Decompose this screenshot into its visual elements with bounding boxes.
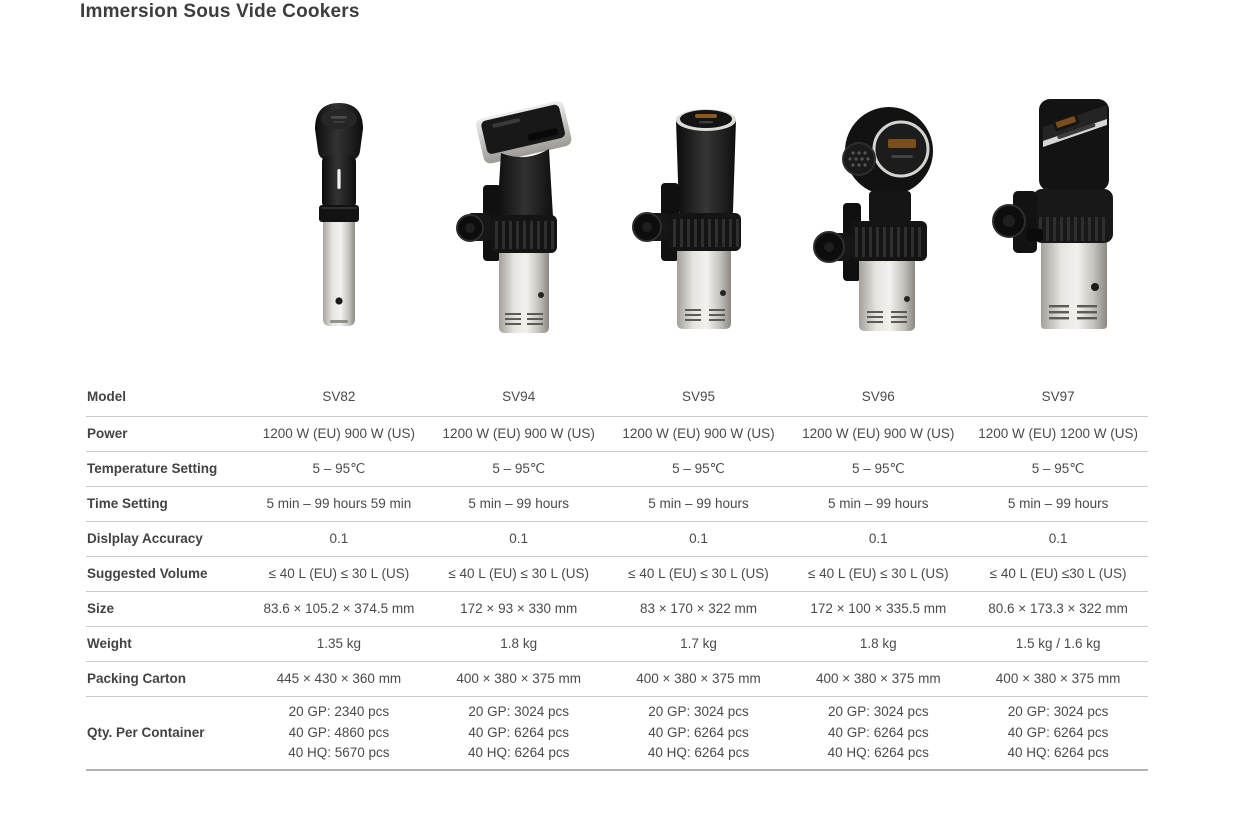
qty-line: 40 GP: 6264 pcs — [648, 724, 749, 740]
spec-value: ≤ 40 L (EU) ≤ 30 L (US) — [628, 565, 769, 581]
product-image-sv95 — [609, 85, 789, 341]
row-label: Power — [87, 425, 128, 441]
spec-value: 1200 W (EU) 900 W (US) — [442, 425, 595, 441]
spec-value: 1200 W (EU) 900 W (US) — [802, 425, 955, 441]
table-row-weight — [86, 627, 1148, 662]
row-label: Qty. Per Container — [87, 724, 205, 740]
row-label: Time Setting — [87, 495, 168, 511]
row-label: Weight — [87, 635, 132, 651]
spec-value: 5 – 95℃ — [851, 460, 905, 476]
spec-value: 400 × 380 × 375 mm — [995, 670, 1121, 686]
spec-value: 1.8 kg — [859, 635, 897, 651]
spec-value: 1.7 kg — [680, 635, 717, 651]
qty-line: 40 GP: 6264 pcs — [1007, 724, 1109, 740]
row-label: Dislplay Accuracy — [87, 530, 203, 546]
spec-value: ≤ 40 L (EU) ≤30 L (US) — [989, 565, 1127, 581]
spec-value: 5 min – 99 hours 59 min — [266, 495, 412, 511]
product-image-sv96 — [789, 85, 969, 341]
qty-line: 20 GP: 2340 pcs — [288, 704, 390, 720]
spec-value: 83 × 170 × 322 mm — [639, 600, 758, 616]
spec-value: 172 × 100 × 335.5 mm — [810, 600, 947, 616]
qty-line: 40 HQ: 6264 pcs — [827, 745, 929, 761]
row-label: Size — [87, 600, 115, 616]
spec-value: 5 – 95℃ — [312, 460, 366, 476]
product-images-row — [86, 85, 1148, 337]
spec-value: 80.6 × 173.3 × 322 mm — [988, 600, 1128, 616]
table-row-time-setting — [86, 487, 1148, 522]
spec-value: 1.8 kg — [500, 635, 538, 651]
qty-line: 40 HQ: 6264 pcs — [647, 745, 750, 761]
product-image-sv82 — [249, 85, 429, 341]
spec-value: 0.1 — [689, 530, 708, 546]
row-label: Model — [87, 388, 126, 404]
sv97-cooker-illustration — [969, 89, 1149, 335]
spec-value: ≤ 40 L (EU) ≤ 30 L (US) — [268, 565, 410, 581]
qty-line: 40 HQ: 6264 pcs — [468, 745, 570, 761]
table-row-display-accuracy — [86, 522, 1148, 557]
spec-value: 5 – 95℃ — [492, 460, 546, 476]
table-row-suggested-volume — [86, 557, 1148, 592]
spec-value: 400 × 380 × 375 mm — [636, 670, 761, 686]
row-label: Suggested Volume — [87, 565, 208, 581]
spec-value: 172 × 93 × 330 mm — [460, 600, 578, 616]
row-label: Temperature Setting — [87, 460, 218, 476]
spec-value: 0.1 — [1048, 530, 1068, 546]
spec-value: 0.1 — [329, 530, 349, 546]
spec-value: 1200 W (EU) 900 W (US) — [262, 425, 416, 441]
product-image-sv94 — [429, 85, 609, 341]
spacer-cell — [86, 85, 249, 341]
sv94-cooker-illustration — [429, 97, 609, 339]
qty-line: 40 GP: 6264 pcs — [468, 724, 569, 740]
qty-line: 20 GP: 3024 pcs — [1007, 704, 1109, 720]
spec-value: 0.1 — [509, 530, 529, 546]
spec-value: 1200 W (EU) 900 W (US) — [622, 425, 775, 441]
spec-value: 400 × 380 × 375 mm — [456, 670, 581, 686]
spec-value: 5 – 95℃ — [1031, 460, 1085, 476]
spec-value: 1.35 kg — [316, 635, 362, 651]
qty-line: 20 GP: 3024 pcs — [468, 704, 569, 720]
table-row-qty-per-container — [86, 697, 1148, 771]
qty-line: 40 HQ: 6264 pcs — [1007, 745, 1109, 761]
model-name: SV97 — [1041, 388, 1075, 404]
spec-value: 5 – 95℃ — [672, 460, 725, 476]
product-image-sv97 — [969, 85, 1149, 341]
sv82-cooker-illustration — [249, 95, 429, 337]
spec-value: 1200 W (EU) 1200 W (US) — [978, 425, 1138, 441]
spec-value — [429, 700, 609, 766]
spec-value: ≤ 40 L (EU) ≤ 30 L (US) — [448, 565, 589, 581]
spec-value: 5 min – 99 hours — [648, 495, 749, 511]
spec-value: 445 × 430 × 360 mm — [276, 670, 402, 686]
spec-value: 1.5 kg / 1.6 kg — [1015, 635, 1101, 651]
qty-line: 40 GP: 4860 pcs — [288, 724, 390, 740]
model-name: SV94 — [502, 388, 536, 404]
qty-line: 20 GP: 3024 pcs — [828, 704, 929, 720]
page-title: Immersion Sous Vide Cookers — [80, 1, 360, 22]
table-row-size — [86, 592, 1148, 627]
table-row-temperature-setting — [86, 452, 1148, 487]
table-row-packing-carton — [86, 662, 1148, 697]
qty-line: 40 HQ: 5670 pcs — [288, 745, 390, 761]
qty-line: 20 GP: 3024 pcs — [648, 704, 749, 720]
spec-value: 5 min – 99 hours — [468, 495, 569, 511]
spec-value — [968, 700, 1148, 766]
spec-value: ≤ 40 L (EU) ≤ 30 L (US) — [807, 565, 949, 581]
qty-line: 40 GP: 6264 pcs — [828, 724, 929, 740]
spec-value — [609, 700, 789, 766]
model-name: SV96 — [861, 388, 895, 404]
spec-value: 83.6 × 105.2 × 374.5 mm — [263, 600, 415, 616]
spec-table — [86, 378, 1148, 771]
spec-value: 5 min – 99 hours — [828, 495, 929, 511]
spec-value: 400 × 380 × 375 mm — [815, 670, 941, 686]
spec-value: 0.1 — [868, 530, 888, 546]
table-row-power — [86, 417, 1148, 452]
spec-value — [788, 700, 968, 766]
spec-value: 5 min – 99 hours — [1007, 495, 1109, 511]
model-name: SV95 — [681, 388, 715, 404]
sv96-cooker-illustration — [789, 99, 969, 341]
sv95-cooker-illustration — [609, 93, 789, 335]
table-row-model — [86, 378, 1148, 417]
row-label: Packing Carton — [87, 670, 187, 686]
spec-value — [249, 700, 429, 766]
model-name: SV82 — [322, 388, 356, 404]
